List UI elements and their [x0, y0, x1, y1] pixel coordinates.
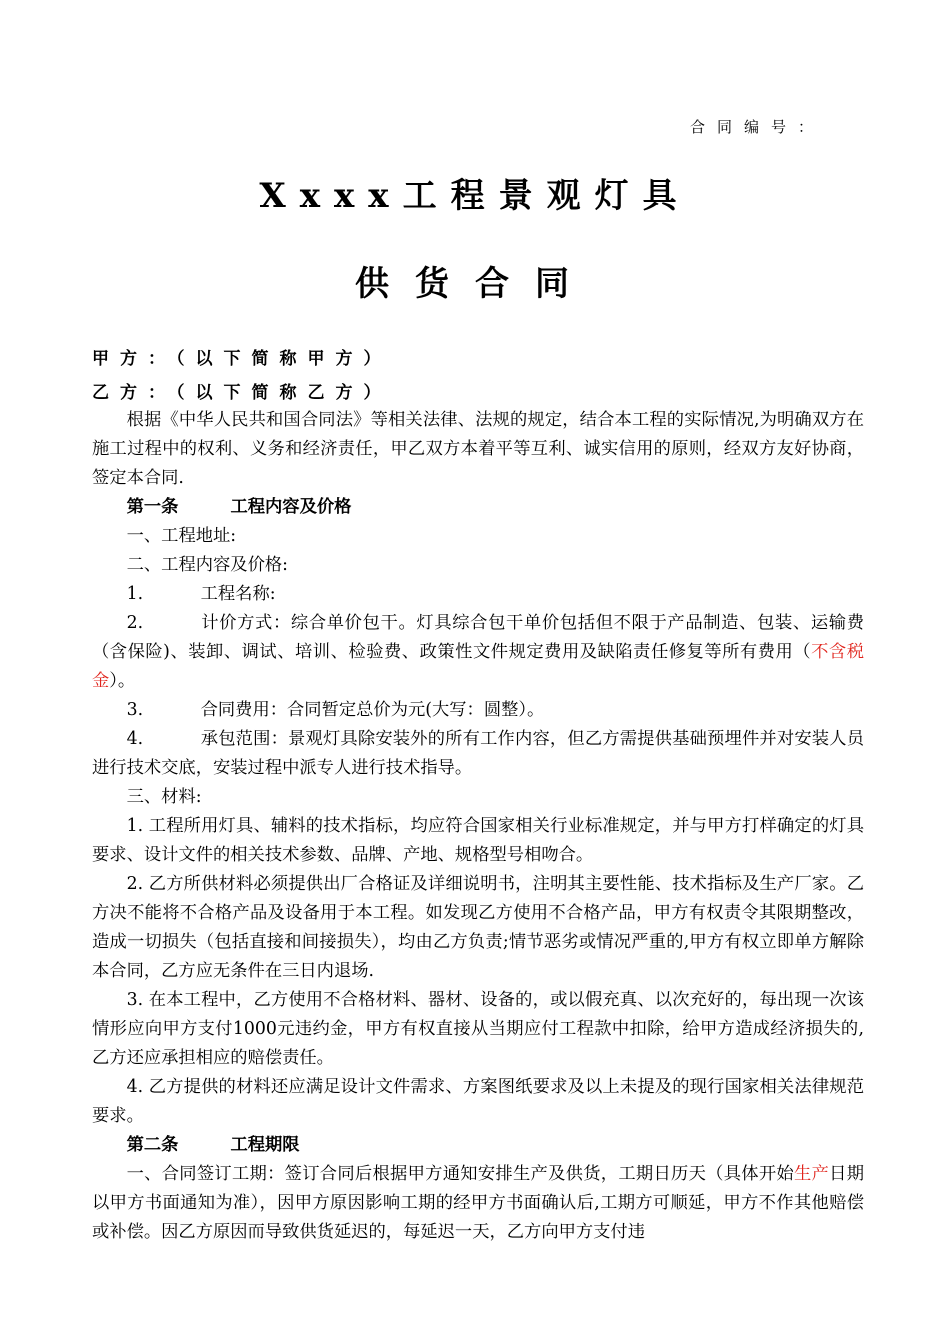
materials-clause-2: 2. 乙方所供材料必须提供出厂合格证及详细说明书，注明其主要性能、技术指标及生产厂家。乙方决不能将不合格产品及设备用于本工程。如发现乙方使用不合格产品，甲方有权责令其限期整改，造成一切损失（包括直接和间接损失），均由乙方负责;情节恶劣或情况严重的,甲方有权立即单方解除本合同，乙方应无条件在三日内退场. [92, 874, 864, 981]
item-2-text: 计价方式：综合单价包干。灯具综合包干单价包括但不限于产品制造、包装、运输费（含保险)、装卸、调试、培训、检验费、政策性文件规定费用及缺陷责任修复等所有费用（ [92, 613, 864, 662]
materials-clause-4: 4. 乙方提供的材料还应满足设计文件需求、方案图纸要求及以上未提及的现行国家相关法律规范要求。 [92, 1077, 864, 1126]
article-2-title: 工程期限 [230, 1135, 300, 1155]
article-2-number: 第二条 [126, 1135, 179, 1155]
content-price-heading: 二、工程内容及价格: [126, 555, 288, 575]
contract-body [92, 406, 864, 1247]
item-4 [92, 725, 864, 783]
tax-excluded-note: 不含税金 [92, 642, 864, 691]
materials-clause-3: 3. 在本工程中，乙方使用不合格材料、器材、设备的，或以假充真、以次充好的，每出现一次该情形应向甲方支付1000元违约金，甲方有权直接从当期应付工程款中扣除，给甲方造成经济损失的,乙方还应承担相应的赔偿责任。 [92, 990, 864, 1068]
materials-clause-1: 1. 工程所用灯具、辅料的技术指标，均应符合国家相关行业标准规定，并与甲方打样确定的灯具要求、设计文件的相关技术参数、品牌、产地、规格型号相吻合。 [92, 816, 864, 865]
article-1-title: 工程内容及价格 [230, 497, 352, 517]
party-a-line: 甲方：（以下简称甲方） [92, 349, 392, 369]
item-2 [92, 609, 864, 696]
item-3 [92, 696, 864, 725]
item-3-text: 合同费用：合同暂定总价为元(大写：圆整）。 [200, 700, 545, 720]
intro-paragraph: 根据《中华人民共和国合同法》等相关法律、法规的规定，结合本工程的实际情况,为明确双方在施工过程中的权利、义务和经济责任，甲乙双方本着平等互利、诚实信用的原则，经双方友好协商，签定本合同. [92, 410, 864, 488]
item-1-text: 工程名称: [200, 584, 276, 604]
project-site-line: 一、工程地址: [126, 526, 237, 546]
document-title-line2: 供货合同 [355, 264, 595, 304]
materials-heading: 三、材料: [126, 787, 202, 807]
article-2-heading [92, 1131, 864, 1160]
item-1-number: 1. [126, 584, 144, 604]
party-b-line: 乙方：（以下简称乙方） [92, 383, 392, 403]
item-1 [92, 580, 864, 609]
document-title-line1: Xxxx工程景观灯具 [259, 176, 691, 216]
schedule-paragraph [92, 1160, 864, 1247]
article-1-heading [92, 493, 864, 522]
article-1-number: 第一条 [126, 497, 179, 517]
contract-number-label: 合同编号： [690, 118, 826, 136]
production-keyword: 生产 [793, 1164, 830, 1184]
item-2-text-end: ）。 [109, 671, 136, 691]
item-2-number: 2. [126, 613, 144, 633]
schedule-text: 一、合同签订工期：签订合同后根据甲方通知安排生产及供货，工期日历天（具体开始 [126, 1164, 794, 1184]
item-4-number: 4. [126, 729, 144, 749]
schedule-text-cont: 日期以甲方书面通知为准），因甲方原因影响工期的经甲方书面确认后,工期方可顺延，甲方不作其他赔偿或补偿。因乙方原因而导致供货延迟的，每延迟一天，乙方向甲方支付违 [92, 1164, 864, 1242]
item-3-number: 3. [126, 700, 144, 720]
item-4-text: 承包范围：景观灯具除安装外的所有工作内容，但乙方需提供基础预埋件并对安装人员进行技术交底，安装过程中派专人进行技术指导。 [92, 729, 864, 778]
